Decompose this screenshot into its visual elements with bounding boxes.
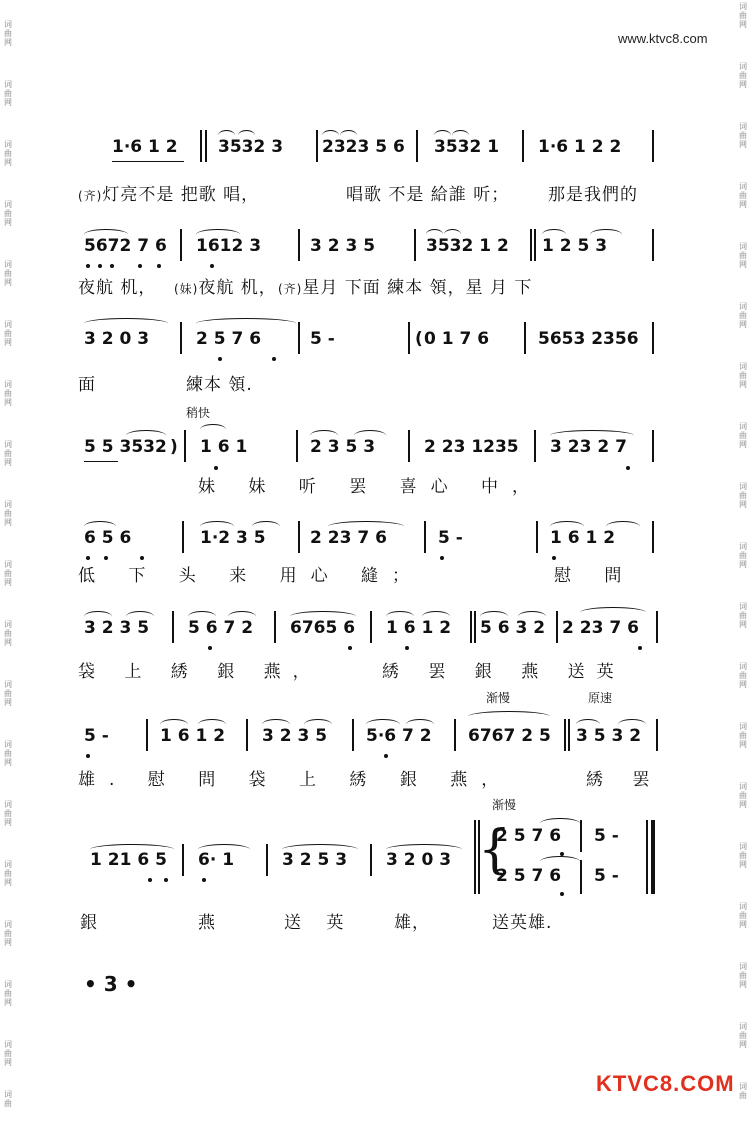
measure: 5 - xyxy=(594,866,619,886)
barline xyxy=(182,521,184,553)
side-stamp: 词 曲 网 xyxy=(4,200,12,227)
lyric-line xyxy=(586,765,661,790)
lyric-line xyxy=(284,908,353,933)
beam xyxy=(84,461,118,462)
octave-dot xyxy=(110,264,114,268)
measure: 5 - xyxy=(594,826,619,846)
side-stamp: 词 曲 网 xyxy=(4,740,12,767)
tempo-marking: 渐慢 xyxy=(486,691,511,705)
lyric-text: 妹 妹 听 罢 喜心 中， xyxy=(198,477,544,497)
slur xyxy=(606,521,640,532)
side-stamp: 词 曲 网 xyxy=(739,842,747,869)
barline xyxy=(370,844,372,876)
side-stamp: 词 曲 网 xyxy=(4,500,12,527)
lyric-text: 灯亮不是 把歌 唱， xyxy=(102,185,260,205)
barline xyxy=(646,820,648,894)
measure: 3532 1 2 xyxy=(426,236,509,256)
barline xyxy=(580,820,582,852)
barline xyxy=(652,130,654,162)
measure: 3 2 0 3 xyxy=(84,329,150,349)
slur xyxy=(518,611,546,622)
slur xyxy=(310,430,338,441)
barline xyxy=(564,719,566,751)
side-stamp: 词 曲 网 xyxy=(739,302,747,329)
slur xyxy=(386,844,462,855)
side-stamp: 词 曲 网 xyxy=(4,380,12,407)
measure: 6 5 6 xyxy=(84,528,132,548)
slur xyxy=(196,229,240,240)
side-stamp: 词 曲 网 xyxy=(739,782,747,809)
barline xyxy=(205,130,207,162)
barline xyxy=(470,611,472,643)
tempo-marking: 渐慢 xyxy=(492,798,517,812)
barline xyxy=(414,229,416,261)
slur xyxy=(354,430,386,441)
slur xyxy=(290,611,356,622)
measure: 3532 3 xyxy=(218,137,284,157)
slur xyxy=(550,521,584,532)
barline xyxy=(200,130,202,162)
measure: 1 6 1 2 xyxy=(550,528,616,548)
measure: 5653 2356 xyxy=(538,329,639,349)
measure: 1 2 5 3 xyxy=(542,236,608,256)
lyric-line xyxy=(78,370,96,395)
measure: 5 6 3 2 xyxy=(480,618,546,638)
slur xyxy=(618,719,646,730)
octave-dot xyxy=(384,754,388,758)
barline xyxy=(474,611,476,643)
final-barline xyxy=(651,820,655,894)
side-stamp: 词 曲 网 xyxy=(4,980,12,1007)
barline xyxy=(370,611,372,643)
octave-dot xyxy=(552,556,556,560)
slur xyxy=(590,229,622,240)
slur xyxy=(550,430,634,441)
lyric-text: 送 英 xyxy=(284,913,354,933)
measure: 6767 2 5 xyxy=(468,726,551,746)
voice-tag: (齐) xyxy=(278,282,303,296)
beam xyxy=(112,161,184,162)
measure: 1·6 1 2 2 xyxy=(538,137,622,157)
slur xyxy=(126,611,154,622)
lyric-text: 燕 xyxy=(198,913,216,933)
measure: 1612 3 xyxy=(196,236,262,256)
measure: 0 1 7 6 xyxy=(424,329,490,349)
side-stamp: 词 曲 网 xyxy=(4,620,12,647)
staff-line xyxy=(78,227,678,267)
slur xyxy=(540,818,580,829)
side-stamp: 词 曲 网 xyxy=(739,182,747,209)
lyric-text: 綉 罢 xyxy=(586,770,662,790)
slur xyxy=(126,430,166,441)
measure: 1 21 6 5 xyxy=(90,850,167,870)
side-stamp: 词 曲 xyxy=(739,1082,747,1100)
staff-line xyxy=(78,128,678,168)
lyric-text: 練本 領. xyxy=(186,375,253,395)
octave-dot xyxy=(86,556,90,560)
slur xyxy=(84,521,116,532)
octave-dot xyxy=(405,646,409,650)
lyric-line xyxy=(394,908,430,933)
lyric-line xyxy=(174,273,277,298)
measure: 3 2 5 3 xyxy=(282,850,348,870)
lyric-text: 銀 xyxy=(80,913,98,933)
barline xyxy=(580,860,582,894)
slur xyxy=(328,521,404,532)
slur xyxy=(434,130,451,141)
octave-dot xyxy=(348,646,352,650)
barline xyxy=(246,719,248,751)
barline xyxy=(296,430,298,462)
slur xyxy=(422,611,450,622)
slur xyxy=(576,719,600,730)
barline xyxy=(556,611,558,643)
measure: 1 6 1 xyxy=(200,437,248,457)
octave-dot xyxy=(208,646,212,650)
measure: 5 6 7 2 xyxy=(188,618,254,638)
side-stamp: 词 曲 网 xyxy=(4,140,12,167)
slur xyxy=(322,130,339,141)
lyric-text: 低 下 头 来 用心 縫； xyxy=(78,566,424,586)
measure-paren: ) xyxy=(170,437,178,457)
lyric-line xyxy=(78,765,512,790)
slur xyxy=(196,318,296,329)
side-stamp: 词 曲 网 xyxy=(739,482,747,509)
side-stamp: 词 曲 网 xyxy=(739,962,747,989)
side-stamp: 词 曲 网 xyxy=(4,560,12,587)
measure: 3 2 3 5 xyxy=(310,236,376,256)
slur xyxy=(304,719,332,730)
octave-dot xyxy=(560,892,564,896)
slur xyxy=(238,130,255,141)
side-stamp: 词 曲 网 xyxy=(4,680,12,707)
side-stamp: 词 曲 网 xyxy=(739,362,747,389)
lyric-line xyxy=(78,180,259,205)
measure: 5 - xyxy=(438,528,463,548)
lyric-text: 夜航 机， xyxy=(198,278,277,298)
lyric-line xyxy=(198,472,543,497)
slur xyxy=(200,424,226,435)
lyric-text: 面 xyxy=(78,375,96,395)
lyric-text: 綉 罢 銀 燕 送英 xyxy=(382,662,626,682)
barline xyxy=(424,521,426,553)
lyric-line xyxy=(278,273,532,298)
side-stamp: 词 曲 网 xyxy=(4,260,12,287)
barline xyxy=(416,130,418,162)
barline xyxy=(298,521,300,553)
site-url[interactable]: www.ktvc8.com xyxy=(618,31,708,46)
slur xyxy=(406,719,434,730)
octave-dot xyxy=(157,264,161,268)
barline xyxy=(180,229,182,261)
page-number: • 3 • xyxy=(84,972,138,996)
measure: 5 - xyxy=(84,726,109,746)
measure: 5672 7 6 xyxy=(84,236,167,256)
lyric-text: 那是我們的 xyxy=(548,185,638,205)
lyric-line xyxy=(554,561,635,586)
lyric-line xyxy=(492,908,552,933)
staff-line xyxy=(78,717,678,757)
measure: 2 3 5 3 xyxy=(310,437,376,457)
side-stamp: 词 曲 网 xyxy=(739,422,747,449)
side-stamp: 词 曲 网 xyxy=(4,20,12,47)
slur xyxy=(386,611,414,622)
barline xyxy=(534,229,536,261)
barline xyxy=(474,820,476,894)
barline xyxy=(568,719,570,751)
slur xyxy=(84,318,168,329)
octave-dot xyxy=(138,264,142,268)
lyric-text: 星月 下面 練本 領，星 月 下 xyxy=(302,278,533,298)
octave-dot xyxy=(148,878,152,882)
lyric-line xyxy=(78,657,322,682)
measure: 3 5 3 2 xyxy=(576,726,642,746)
side-stamp: 词 曲 网 xyxy=(4,320,12,347)
slur xyxy=(282,844,358,855)
measure: 5 - xyxy=(310,329,335,349)
slur xyxy=(468,711,550,722)
barline xyxy=(454,719,456,751)
barline xyxy=(522,130,524,162)
lyric-line xyxy=(548,180,638,205)
measure: 1 6 1 2 xyxy=(386,618,452,638)
tempo-marking: 原速 xyxy=(588,691,613,705)
measure: 3532 1 xyxy=(434,137,500,157)
lyric-line xyxy=(78,561,423,586)
ending-brace: { xyxy=(478,820,512,880)
barline xyxy=(298,229,300,261)
side-stamp: 词 曲 网 xyxy=(4,80,12,107)
slur xyxy=(444,229,461,240)
side-stamp: 词 曲 网 xyxy=(739,602,747,629)
lyric-line xyxy=(80,908,98,933)
barline xyxy=(274,611,276,643)
barline xyxy=(408,430,410,462)
barline xyxy=(652,229,654,261)
measure: 6· 1 xyxy=(198,850,235,870)
barline xyxy=(656,719,658,751)
slur xyxy=(340,130,357,141)
measure: 5 5 3532 xyxy=(84,437,167,457)
voice-tag: (齐) xyxy=(78,189,103,203)
side-stamp: 词 曲 网 xyxy=(4,1040,12,1067)
voice-tag: (妹) xyxy=(174,282,199,296)
side-stamp: 词 曲 网 xyxy=(4,860,12,887)
lyric-line xyxy=(198,908,216,933)
lyric-text: 袋 上 綉 銀 燕， xyxy=(78,662,322,682)
side-stamp: 词 曲 网 xyxy=(739,902,747,929)
lyric-line xyxy=(346,180,509,205)
side-stamp: 词 曲 网 xyxy=(4,800,12,827)
measure: 2 23 7 6 xyxy=(310,528,387,548)
octave-dot xyxy=(164,878,168,882)
side-stamp: 词 曲 网 xyxy=(739,242,747,269)
side-stamp: 词 曲 网 xyxy=(4,920,12,947)
measure: 3 2 3 5 xyxy=(84,618,150,638)
side-stamp: 词 曲 网 xyxy=(739,62,747,89)
barline xyxy=(536,521,538,553)
lyric-text: 送英雄. xyxy=(492,913,553,933)
barline xyxy=(146,719,148,751)
side-stamp: 词 曲 网 xyxy=(739,122,747,149)
side-stamp: 词 曲 网 xyxy=(739,2,747,29)
measure: 2 5 7 6 xyxy=(196,329,262,349)
measure: 3 23 2 7 xyxy=(550,437,627,457)
barline xyxy=(172,611,174,643)
staff-line xyxy=(78,609,678,649)
slur xyxy=(262,719,290,730)
measure: 3 2 3 5 xyxy=(262,726,328,746)
barline xyxy=(408,322,410,354)
side-stamp: 词 曲 网 xyxy=(4,440,12,467)
barline xyxy=(180,322,182,354)
slur xyxy=(452,130,469,141)
measure: 1·2 3 5 xyxy=(200,528,266,548)
side-stamp: 词 曲 xyxy=(4,1090,12,1108)
measure: 5·6 7 2 xyxy=(366,726,432,746)
measure: 2 23 7 6 xyxy=(562,618,639,638)
barline xyxy=(298,322,300,354)
staff-line xyxy=(78,428,678,468)
octave-dot xyxy=(140,556,144,560)
slur xyxy=(542,229,566,240)
octave-dot xyxy=(626,466,630,470)
barline xyxy=(266,844,268,876)
lyric-text: 慰 問 xyxy=(554,566,636,586)
barline xyxy=(652,322,654,354)
measure: 6765 6 xyxy=(290,618,356,638)
side-stamp: 词 曲 网 xyxy=(739,1022,747,1049)
staff-line xyxy=(78,320,678,360)
measure-paren: ( xyxy=(415,329,423,349)
watermark-logo[interactable]: KTVC8.COM xyxy=(596,1071,735,1096)
side-stamp: 词 曲 网 xyxy=(739,542,747,569)
measure: 2 5 7 6 xyxy=(496,826,562,846)
slur xyxy=(252,521,280,532)
measure: 2323 5 6 xyxy=(322,137,405,157)
barline xyxy=(184,430,186,462)
lyric-text: 雄. 慰 問 袋 上 綉 銀 燕， xyxy=(78,770,513,790)
side-stamp: 词 曲 网 xyxy=(739,722,747,749)
slur xyxy=(84,611,112,622)
slur xyxy=(426,229,443,240)
barline xyxy=(652,521,654,553)
slur xyxy=(580,607,646,618)
slur xyxy=(480,611,508,622)
lyric-text: 雄， xyxy=(394,913,430,933)
octave-dot xyxy=(272,357,276,361)
octave-dot xyxy=(98,264,102,268)
measure: 2 5 7 6 xyxy=(496,866,562,886)
barline xyxy=(524,322,526,354)
barline xyxy=(316,130,318,162)
barline xyxy=(652,430,654,462)
octave-dot xyxy=(214,466,218,470)
slur xyxy=(198,844,250,855)
slur xyxy=(540,856,580,867)
measure: 1 6 1 2 xyxy=(160,726,226,746)
barline xyxy=(182,844,184,876)
slur xyxy=(160,719,188,730)
slur xyxy=(84,229,128,240)
barline xyxy=(530,229,532,261)
octave-dot xyxy=(638,646,642,650)
lyric-line xyxy=(186,370,253,395)
octave-dot xyxy=(210,264,214,268)
tempo-marking: 稍快 xyxy=(186,406,211,420)
side-stamp: 词 曲 网 xyxy=(739,662,747,689)
measure: 1·6 1 2 xyxy=(112,137,178,157)
measure: 2 23 1235 xyxy=(424,437,519,457)
staff-line xyxy=(78,820,678,900)
octave-dot xyxy=(218,357,222,361)
octave-dot xyxy=(86,754,90,758)
octave-dot xyxy=(104,556,108,560)
octave-dot xyxy=(86,264,90,268)
octave-dot xyxy=(202,878,206,882)
slur xyxy=(218,130,235,141)
slur xyxy=(228,611,256,622)
staff-line xyxy=(78,519,678,559)
slur xyxy=(366,719,400,730)
slur xyxy=(188,611,216,622)
slur xyxy=(200,521,234,532)
octave-dot xyxy=(440,556,444,560)
barline xyxy=(352,719,354,751)
barline xyxy=(656,611,658,643)
slur xyxy=(90,844,174,855)
slur xyxy=(198,719,226,730)
lyric-line xyxy=(78,273,156,298)
lyric-line xyxy=(382,657,626,682)
lyric-text: 夜航 机， xyxy=(78,278,157,298)
measure: 3 2 0 3 xyxy=(386,850,452,870)
barline xyxy=(534,430,536,462)
lyric-text: 唱歌 不是 給誰 听； xyxy=(346,185,510,205)
